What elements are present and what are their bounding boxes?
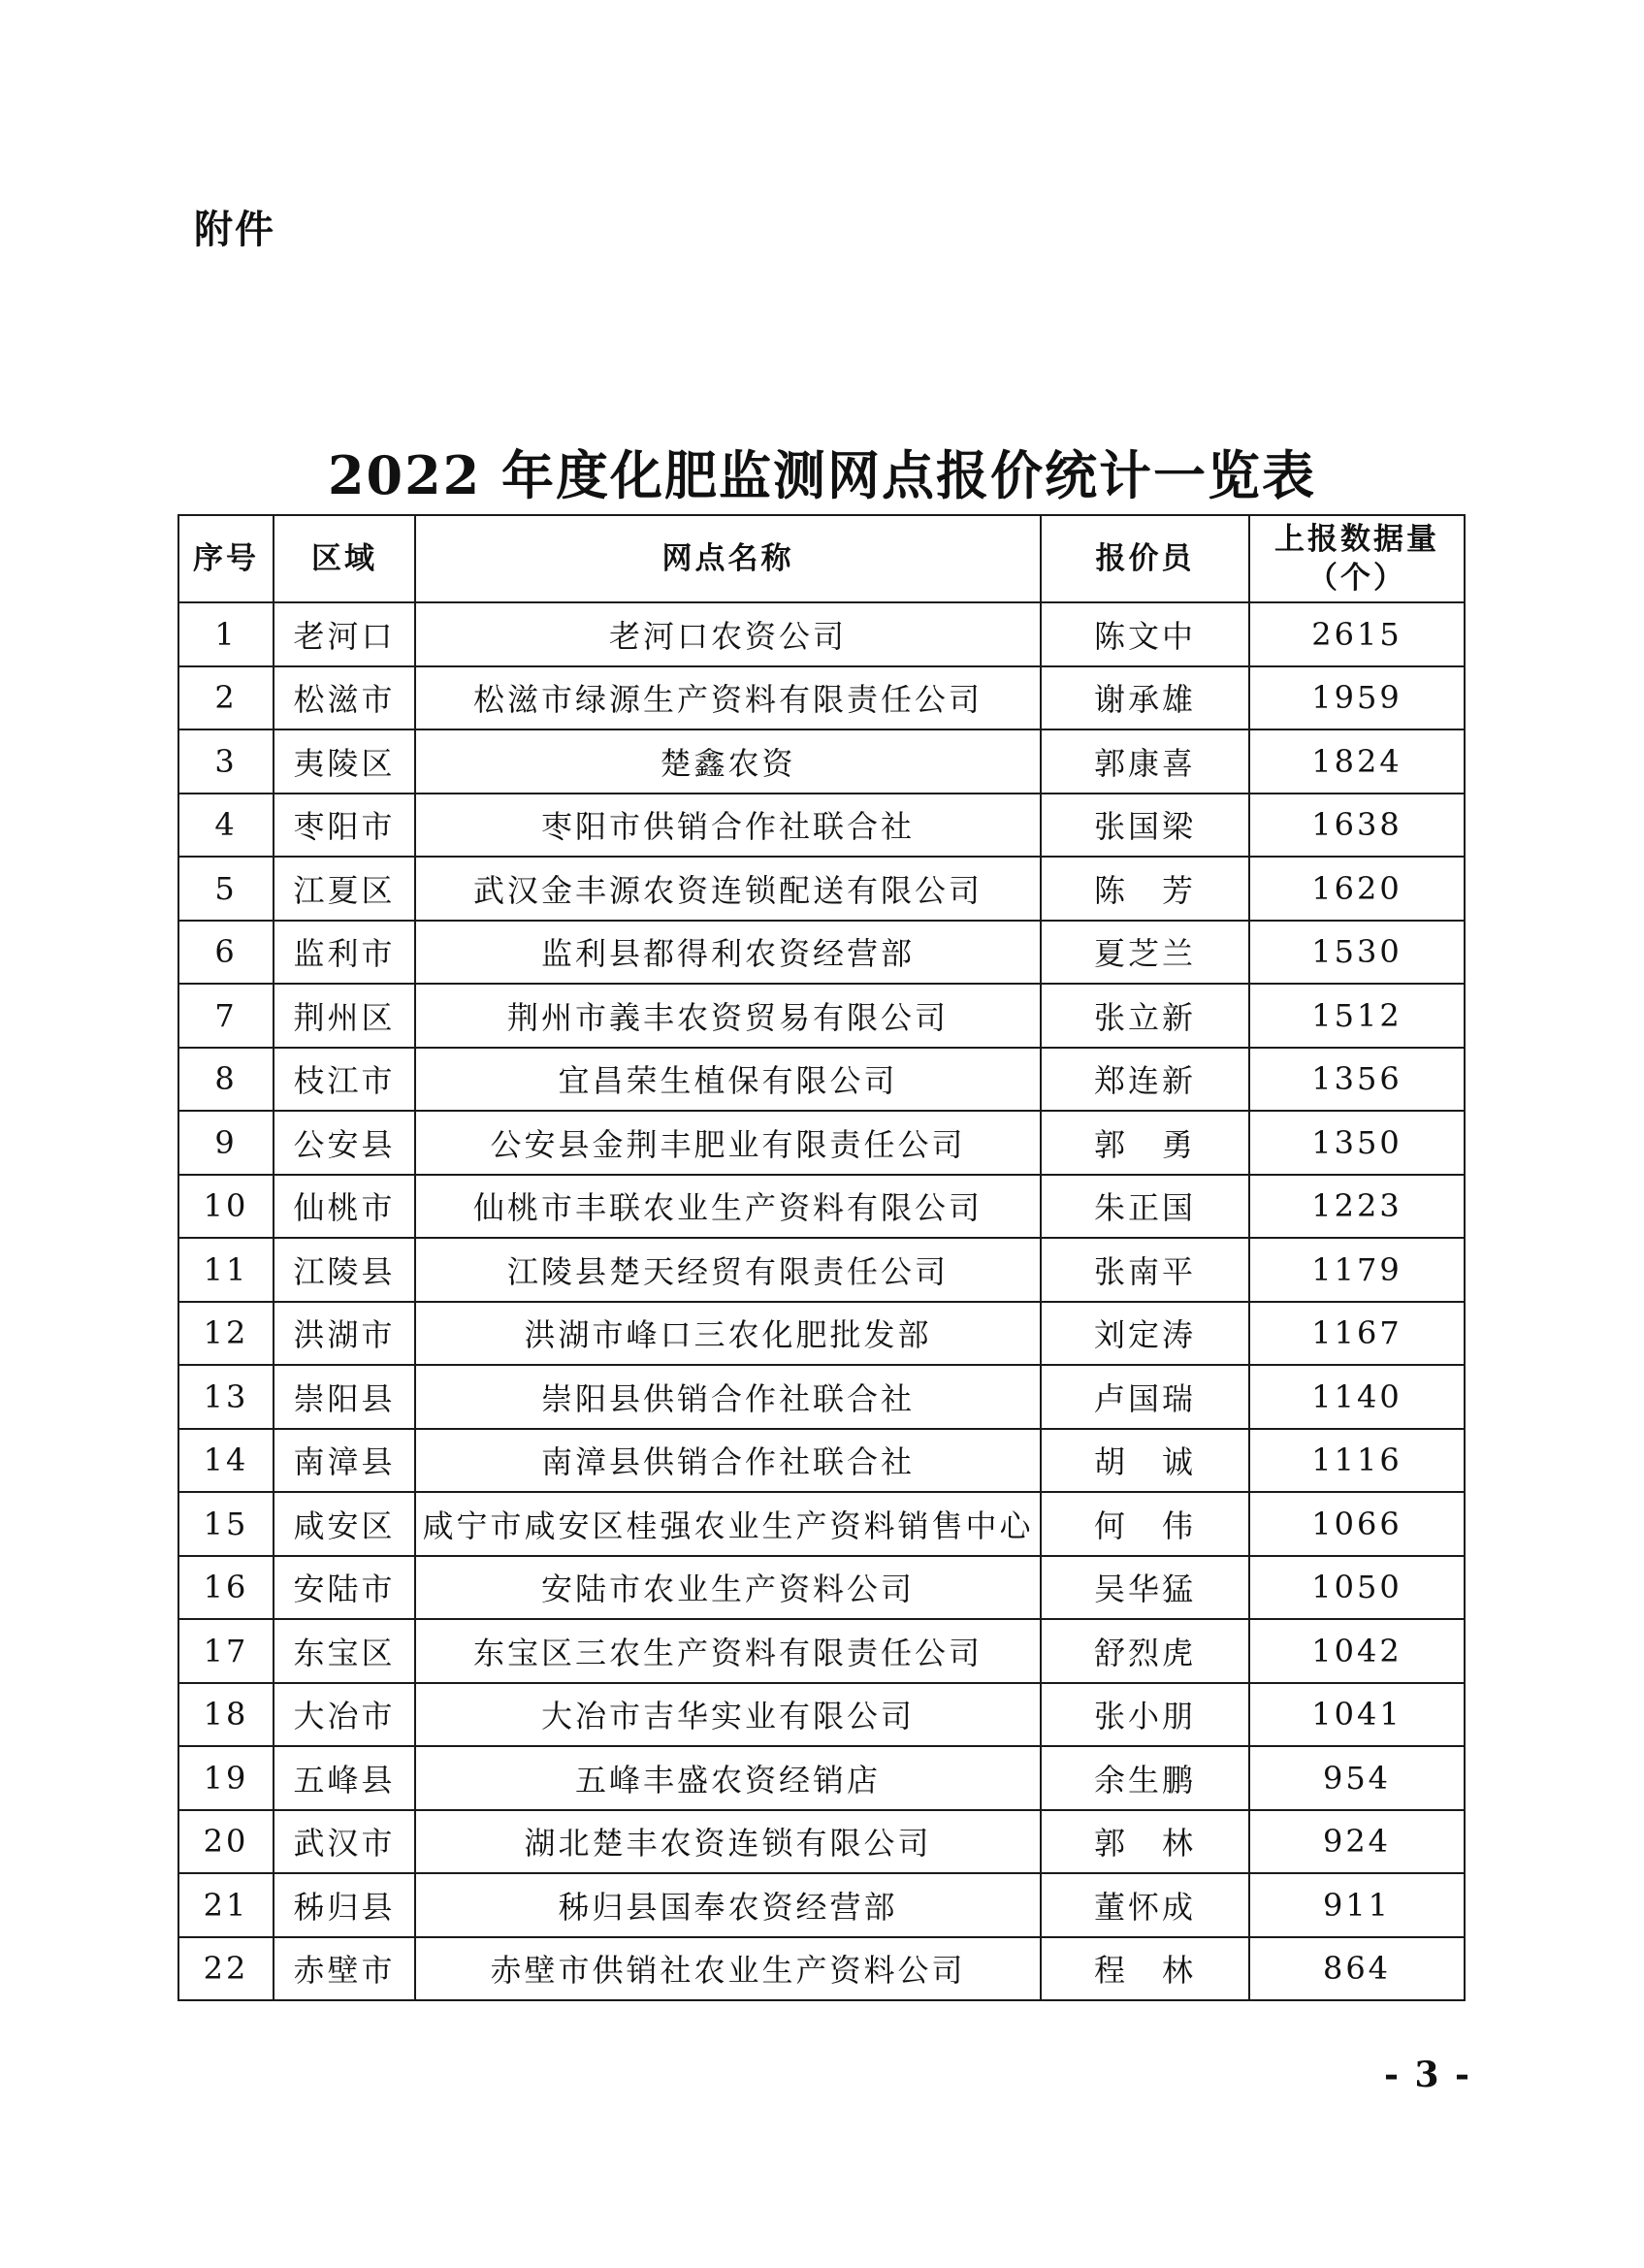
cell-count: 1041 <box>1249 1683 1465 1747</box>
table-row <box>178 666 1465 730</box>
cell-reporter: 夏芝兰 <box>1041 921 1249 985</box>
cell-outlet: 公安县金荆丰肥业有限责任公司 <box>415 1111 1041 1175</box>
cell-index: 3 <box>178 729 274 794</box>
header-reporter: 报价员 <box>1041 515 1249 602</box>
cell-index: 17 <box>178 1619 274 1683</box>
cell-index: 4 <box>178 794 274 858</box>
table-row <box>178 1175 1465 1239</box>
table-row <box>178 1302 1465 1366</box>
cell-index: 19 <box>178 1746 274 1810</box>
cell-outlet: 东宝区三农生产资料有限责任公司 <box>415 1619 1041 1683</box>
table-header <box>178 515 1465 602</box>
cell-count: 1620 <box>1249 857 1465 921</box>
cell-count: 1179 <box>1249 1238 1465 1302</box>
header-region: 区域 <box>274 515 415 602</box>
table-row <box>178 1683 1465 1747</box>
cell-reporter: 余生鹏 <box>1041 1746 1249 1810</box>
cell-region: 咸安区 <box>274 1492 415 1556</box>
cell-reporter: 陈 芳 <box>1041 857 1249 921</box>
cell-outlet: 老河口农资公司 <box>415 602 1041 666</box>
cell-reporter: 吴华猛 <box>1041 1556 1249 1620</box>
cell-index: 13 <box>178 1365 274 1429</box>
table-row <box>178 1746 1465 1810</box>
cell-index: 7 <box>178 984 274 1048</box>
cell-region: 赤壁市 <box>274 1937 415 2001</box>
header-count-line2: （个） <box>1307 561 1406 596</box>
table-row <box>178 1365 1465 1429</box>
cell-region: 荆州区 <box>274 984 415 1048</box>
cell-index: 11 <box>178 1238 274 1302</box>
page-number: - 3 - <box>1384 2055 1471 2095</box>
cell-outlet: 仙桃市丰联农业生产资料有限公司 <box>415 1175 1041 1239</box>
cell-count: 1050 <box>1249 1556 1465 1620</box>
cell-reporter: 郭 勇 <box>1041 1111 1249 1175</box>
cell-count: 1116 <box>1249 1429 1465 1493</box>
cell-region: 枣阳市 <box>274 794 415 858</box>
cell-region: 仙桃市 <box>274 1175 415 1239</box>
cell-index: 22 <box>178 1937 274 2001</box>
header-outlet: 网点名称 <box>415 515 1041 602</box>
cell-outlet: 松滋市绿源生产资料有限责任公司 <box>415 666 1041 730</box>
header-row <box>178 515 1465 602</box>
cell-reporter: 张南平 <box>1041 1238 1249 1302</box>
table-row <box>178 794 1465 858</box>
statistics-table <box>177 514 1466 2001</box>
table-body <box>178 602 1465 2000</box>
cell-outlet: 武汉金丰源农资连锁配送有限公司 <box>415 857 1041 921</box>
cell-outlet: 崇阳县供销合作社联合社 <box>415 1365 1041 1429</box>
cell-count: 1223 <box>1249 1175 1465 1239</box>
cell-reporter: 何 伟 <box>1041 1492 1249 1556</box>
cell-index: 6 <box>178 921 274 985</box>
table-row <box>178 1238 1465 1302</box>
cell-index: 16 <box>178 1556 274 1620</box>
cell-region: 江夏区 <box>274 857 415 921</box>
cell-index: 14 <box>178 1429 274 1493</box>
cell-outlet: 湖北楚丰农资连锁有限公司 <box>415 1810 1041 1874</box>
cell-region: 武汉市 <box>274 1810 415 1874</box>
cell-index: 2 <box>178 666 274 730</box>
cell-count: 1824 <box>1249 729 1465 794</box>
cell-region: 大冶市 <box>274 1683 415 1747</box>
cell-reporter: 朱正国 <box>1041 1175 1249 1239</box>
header-count-line1: 上报数据量 <box>1274 521 1439 557</box>
cell-index: 21 <box>178 1873 274 1937</box>
cell-outlet: 宜昌荣生植保有限公司 <box>415 1048 1041 1112</box>
cell-count: 1638 <box>1249 794 1465 858</box>
cell-reporter: 郑连新 <box>1041 1048 1249 1112</box>
cell-reporter: 郭 林 <box>1041 1810 1249 1874</box>
cell-count: 1350 <box>1249 1111 1465 1175</box>
document-title: 2022 年度化肥监测网点报价统计一览表 <box>327 444 1317 506</box>
cell-index: 8 <box>178 1048 274 1112</box>
table-row <box>178 1556 1465 1620</box>
cell-index: 1 <box>178 602 274 666</box>
table-row <box>178 984 1465 1048</box>
header-index: 序号 <box>178 515 274 602</box>
cell-region: 监利市 <box>274 921 415 985</box>
cell-outlet: 五峰丰盛农资经销店 <box>415 1746 1041 1810</box>
cell-outlet: 枣阳市供销合作社联合社 <box>415 794 1041 858</box>
cell-region: 洪湖市 <box>274 1302 415 1366</box>
cell-outlet: 咸宁市咸安区桂强农业生产资料销售中心 <box>415 1492 1041 1556</box>
cell-region: 南漳县 <box>274 1429 415 1493</box>
cell-region: 夷陵区 <box>274 729 415 794</box>
cell-count: 911 <box>1249 1873 1465 1937</box>
cell-count: 864 <box>1249 1937 1465 2001</box>
table-row <box>178 1492 1465 1556</box>
cell-index: 15 <box>178 1492 274 1556</box>
cell-reporter: 舒烈虎 <box>1041 1619 1249 1683</box>
cell-reporter: 胡 诚 <box>1041 1429 1249 1493</box>
cell-reporter: 谢承雄 <box>1041 666 1249 730</box>
cell-count: 1042 <box>1249 1619 1465 1683</box>
cell-index: 18 <box>178 1683 274 1747</box>
cell-count: 1167 <box>1249 1302 1465 1366</box>
table-row <box>178 857 1465 921</box>
cell-reporter: 张国梁 <box>1041 794 1249 858</box>
cell-region: 东宝区 <box>274 1619 415 1683</box>
table-row <box>178 602 1465 666</box>
table-row <box>178 729 1465 794</box>
cell-index: 10 <box>178 1175 274 1239</box>
table-row <box>178 1111 1465 1175</box>
header-count <box>1249 515 1465 602</box>
cell-region: 公安县 <box>274 1111 415 1175</box>
table-row <box>178 1619 1465 1683</box>
cell-count: 1066 <box>1249 1492 1465 1556</box>
cell-count: 924 <box>1249 1810 1465 1874</box>
cell-region: 枝江市 <box>274 1048 415 1112</box>
cell-region: 五峰县 <box>274 1746 415 1810</box>
cell-outlet: 洪湖市峰口三农化肥批发部 <box>415 1302 1041 1366</box>
cell-count: 2615 <box>1249 602 1465 666</box>
cell-count: 1512 <box>1249 984 1465 1048</box>
cell-region: 崇阳县 <box>274 1365 415 1429</box>
cell-reporter: 刘定涛 <box>1041 1302 1249 1366</box>
cell-outlet: 楚鑫农资 <box>415 729 1041 794</box>
cell-index: 5 <box>178 857 274 921</box>
cell-reporter: 张小朋 <box>1041 1683 1249 1747</box>
cell-reporter: 张立新 <box>1041 984 1249 1048</box>
cell-outlet: 秭归县国奉农资经营部 <box>415 1873 1041 1937</box>
table-row <box>178 1937 1465 2001</box>
table-row <box>178 921 1465 985</box>
cell-count: 1530 <box>1249 921 1465 985</box>
cell-region: 江陵县 <box>274 1238 415 1302</box>
table-row <box>178 1873 1465 1937</box>
cell-count: 1356 <box>1249 1048 1465 1112</box>
cell-outlet: 大冶市吉华实业有限公司 <box>415 1683 1041 1747</box>
cell-region: 老河口 <box>274 602 415 666</box>
table-row <box>178 1429 1465 1493</box>
cell-outlet: 赤壁市供销社农业生产资料公司 <box>415 1937 1041 2001</box>
cell-reporter: 董怀成 <box>1041 1873 1249 1937</box>
cell-reporter: 陈文中 <box>1041 602 1249 666</box>
cell-outlet: 荆州市義丰农资贸易有限公司 <box>415 984 1041 1048</box>
cell-outlet: 江陵县楚天经贸有限责任公司 <box>415 1238 1041 1302</box>
cell-outlet: 南漳县供销合作社联合社 <box>415 1429 1041 1493</box>
attachment-label: 附件 <box>194 208 275 252</box>
cell-outlet: 监利县都得利农资经营部 <box>415 921 1041 985</box>
table-row <box>178 1048 1465 1112</box>
cell-index: 12 <box>178 1302 274 1366</box>
cell-outlet: 安陆市农业生产资料公司 <box>415 1556 1041 1620</box>
cell-index: 9 <box>178 1111 274 1175</box>
cell-region: 秭归县 <box>274 1873 415 1937</box>
cell-reporter: 卢国瑞 <box>1041 1365 1249 1429</box>
table-row <box>178 1810 1465 1874</box>
cell-reporter: 程 林 <box>1041 1937 1249 2001</box>
cell-region: 安陆市 <box>274 1556 415 1620</box>
cell-index: 20 <box>178 1810 274 1874</box>
cell-count: 1959 <box>1249 666 1465 730</box>
cell-region: 松滋市 <box>274 666 415 730</box>
cell-count: 1140 <box>1249 1365 1465 1429</box>
cell-reporter: 郭康喜 <box>1041 729 1249 794</box>
cell-count: 954 <box>1249 1746 1465 1810</box>
